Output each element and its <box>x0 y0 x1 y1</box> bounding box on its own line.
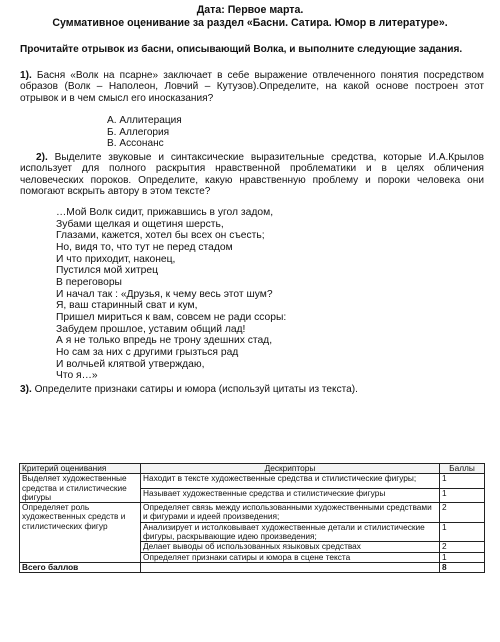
descriptor-cell: Находит в тексте художественные средства и стилистические фигуры; <box>141 474 440 488</box>
option-a: А. Аллитерация <box>107 115 182 126</box>
poem-line: И начал так : «Друзья, к чему весь этот шум? <box>56 288 273 300</box>
task-3-text: Определите признаки сатиры и юмора (используй цитаты из текста). <box>31 384 358 395</box>
task-1 <box>20 70 484 104</box>
assessment-rubric-table <box>19 463 485 573</box>
poem-line: …Мой Волк сидит, прижавшись в угол задом, <box>56 207 274 218</box>
instruction-text: Прочитайте отрывок из басни, описывающий Волка, и выполните следующие задания. <box>20 44 463 55</box>
score-cell: 1 <box>440 522 485 542</box>
descriptors-header: Дескрипторы <box>141 464 440 474</box>
total-label: Всего баллов <box>20 562 141 572</box>
total-row <box>20 562 485 572</box>
poem-line: В переговоры <box>56 276 122 288</box>
poem-line: И что приходит, наконец, <box>56 253 176 265</box>
poem-line: Забудем прошлое, уставим общий лад! <box>56 323 246 335</box>
date-line: Дата: Первое марта. <box>196 4 304 16</box>
rubric-header-row <box>20 464 485 474</box>
poem-line: А я не только впредь не трону здешних стад, <box>56 335 273 347</box>
task-3-number: 3). <box>20 384 32 395</box>
poem-line: Но сам за них с другими грызться рад <box>56 346 239 358</box>
poem-line: Я, ваш старинный сват и кум, <box>56 300 198 312</box>
descriptor-cell: Делает выводы об использованных языковых средствах <box>141 542 440 552</box>
total-score: 8 <box>440 562 485 572</box>
score-cell: 2 <box>440 503 485 523</box>
descriptor-cell: Определяет признаки сатиры и юмора в сцене текста <box>141 552 440 562</box>
score-cell: 1 <box>440 488 485 502</box>
poem-line: Что я…» <box>56 370 98 382</box>
score-cell: 2 <box>440 542 485 552</box>
option-b: Б. Аллегория <box>107 126 170 138</box>
descriptor-cell: Определяет связь между использованными художественными средствами и фигурами и идеей произведения; <box>141 503 440 523</box>
poem-line: Зубами щелкая и ощетиня шерсть, <box>56 218 224 230</box>
task-3 <box>20 384 484 395</box>
task-1-text: Басня «Волк на псарне» заключает в себе выражение отвлеченного понятия посредством образов (Волк – Наполеон, Ловчий – Кутузов).Определите, на какой основе построен этот отрывок и в чем смысл его иносказания? <box>20 70 484 104</box>
descriptor-cell: Называет художественные средства и стилистические фигуры <box>141 488 440 502</box>
assessment-title: Суммативное оценивание за раздел «Басни. Сатира. Юмор в литературе». <box>52 17 448 29</box>
task-1-number: 1). <box>20 70 32 81</box>
criterion-cell: Выделяет художественные средства и стилистические фигуры <box>20 474 141 503</box>
criterion-cell: Определяет роль художественных средств и стилистических фигур <box>20 503 141 563</box>
total-empty-cell <box>141 562 440 572</box>
poem-line: Глазами, кажется, хотел бы всех он съесть; <box>56 230 265 242</box>
score-header: Баллы <box>440 464 485 474</box>
poem-line: Но, видя то, что тут не перед стадом <box>56 241 233 253</box>
table-row <box>20 503 485 523</box>
table-row <box>20 474 485 488</box>
poem-line: Пустился мой хитрец <box>56 265 159 277</box>
score-cell: 1 <box>440 552 485 562</box>
fable-excerpt <box>56 207 286 382</box>
option-c: В. Ассонанс <box>107 138 164 149</box>
task-2 <box>20 152 484 198</box>
task-2-text: Выделите звуковые и синтаксические выразительные средства, которые И.А.Крылов использует для полного раскрытия нравственной проблематики и в целях обличения человеческих пороков. Определите, какую нравственную проблему и пороки человека они помогают вскрыть автору в этом тексте? <box>20 152 484 198</box>
task-2-number: 2). <box>36 152 48 163</box>
poem-line: И волчьей клятвой утверждаю, <box>56 358 205 370</box>
criterion-header: Критерий оценивания <box>20 464 141 474</box>
poem-line: Пришел мириться к вам, совсем не ради ссоры: <box>56 311 287 323</box>
descriptor-cell: Анализирует и истолковывает художественные детали и стилистические фигуры, раскрывающие идею произведения; <box>141 522 440 542</box>
score-cell: 1 <box>440 474 485 488</box>
